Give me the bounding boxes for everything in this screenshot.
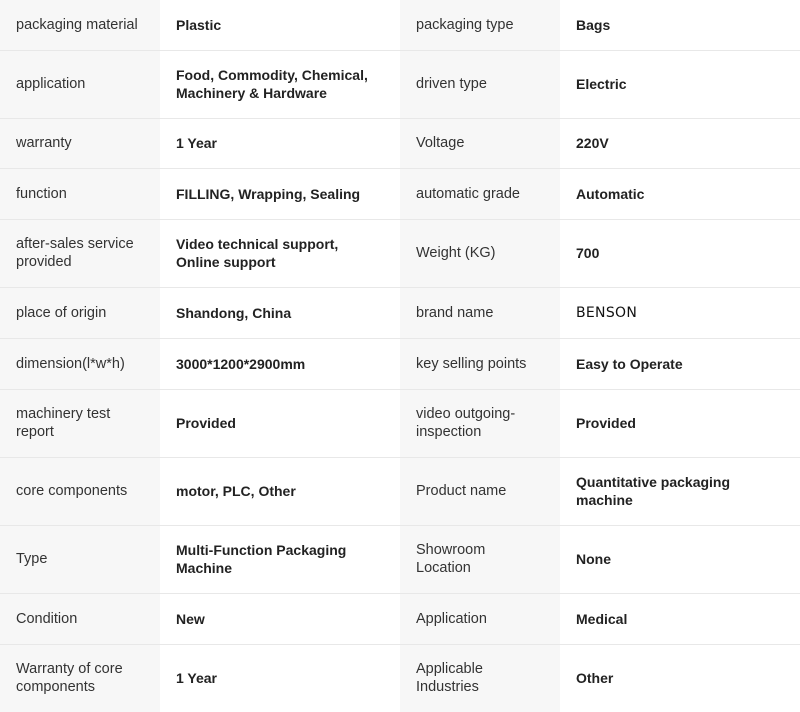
- attribute-value: New: [160, 593, 400, 644]
- attribute-value: Shandong, China: [160, 287, 400, 338]
- attribute-value: Video technical support, Online support: [160, 219, 400, 287]
- attribute-value: Easy to Operate: [560, 338, 800, 389]
- attribute-key: Type: [0, 525, 160, 593]
- table-row: [0, 219, 800, 287]
- brand-name-value: BENSON: [560, 287, 800, 338]
- table-row: [0, 168, 800, 219]
- attribute-value: Medical: [560, 593, 800, 644]
- table-row: [0, 644, 800, 712]
- attribute-value: Food, Commodity, Chemical, Machinery & Hardware: [160, 50, 400, 118]
- table-row: [0, 287, 800, 338]
- attribute-key: machinery test report: [0, 389, 160, 457]
- attribute-key: application: [0, 50, 160, 118]
- table-row: [0, 389, 800, 457]
- attribute-key: packaging type: [400, 0, 560, 50]
- attribute-key: warranty: [0, 118, 160, 168]
- attribute-key: automatic grade: [400, 168, 560, 219]
- attribute-key: Applicable Industries: [400, 644, 560, 712]
- table-row: [0, 457, 800, 525]
- attribute-value: Multi-Function Packaging Machine: [160, 525, 400, 593]
- attribute-value: Provided: [560, 389, 800, 457]
- attribute-key: video outgoing-inspection: [400, 389, 560, 457]
- attribute-key: Voltage: [400, 118, 560, 168]
- attribute-key: packaging material: [0, 0, 160, 50]
- table-row: [0, 118, 800, 168]
- attribute-value: FILLING, Wrapping, Sealing: [160, 168, 400, 219]
- attribute-key: Application: [400, 593, 560, 644]
- table-row: [0, 338, 800, 389]
- attribute-value: Other: [560, 644, 800, 712]
- attribute-value: None: [560, 525, 800, 593]
- attribute-value: motor, PLC, Other: [160, 457, 400, 525]
- attribute-value: 3000*1200*2900mm: [160, 338, 400, 389]
- attribute-key: place of origin: [0, 287, 160, 338]
- attribute-key: driven type: [400, 50, 560, 118]
- attribute-key: Condition: [0, 593, 160, 644]
- attribute-key: Showroom Location: [400, 525, 560, 593]
- attribute-key: after-sales service provided: [0, 219, 160, 287]
- table-row: [0, 593, 800, 644]
- attribute-value: Quantitative packaging machine: [560, 457, 800, 525]
- attribute-key: brand name: [400, 287, 560, 338]
- attribute-key: function: [0, 168, 160, 219]
- table-row: [0, 0, 800, 50]
- attribute-value: Provided: [160, 389, 400, 457]
- attribute-value: Automatic: [560, 168, 800, 219]
- attribute-key: Product name: [400, 457, 560, 525]
- attribute-value: 1 Year: [160, 644, 400, 712]
- table-row: [0, 525, 800, 593]
- attribute-key: Weight (KG): [400, 219, 560, 287]
- attribute-key: Warranty of core components: [0, 644, 160, 712]
- attribute-value: 220V: [560, 118, 800, 168]
- attribute-key: key selling points: [400, 338, 560, 389]
- attribute-value: Electric: [560, 50, 800, 118]
- table-row: [0, 50, 800, 118]
- attribute-key: dimension(l*w*h): [0, 338, 160, 389]
- attribute-value: Bags: [560, 0, 800, 50]
- attribute-value: 1 Year: [160, 118, 400, 168]
- attribute-value: Plastic: [160, 0, 400, 50]
- attribute-value: 700: [560, 219, 800, 287]
- attribute-key: core components: [0, 457, 160, 525]
